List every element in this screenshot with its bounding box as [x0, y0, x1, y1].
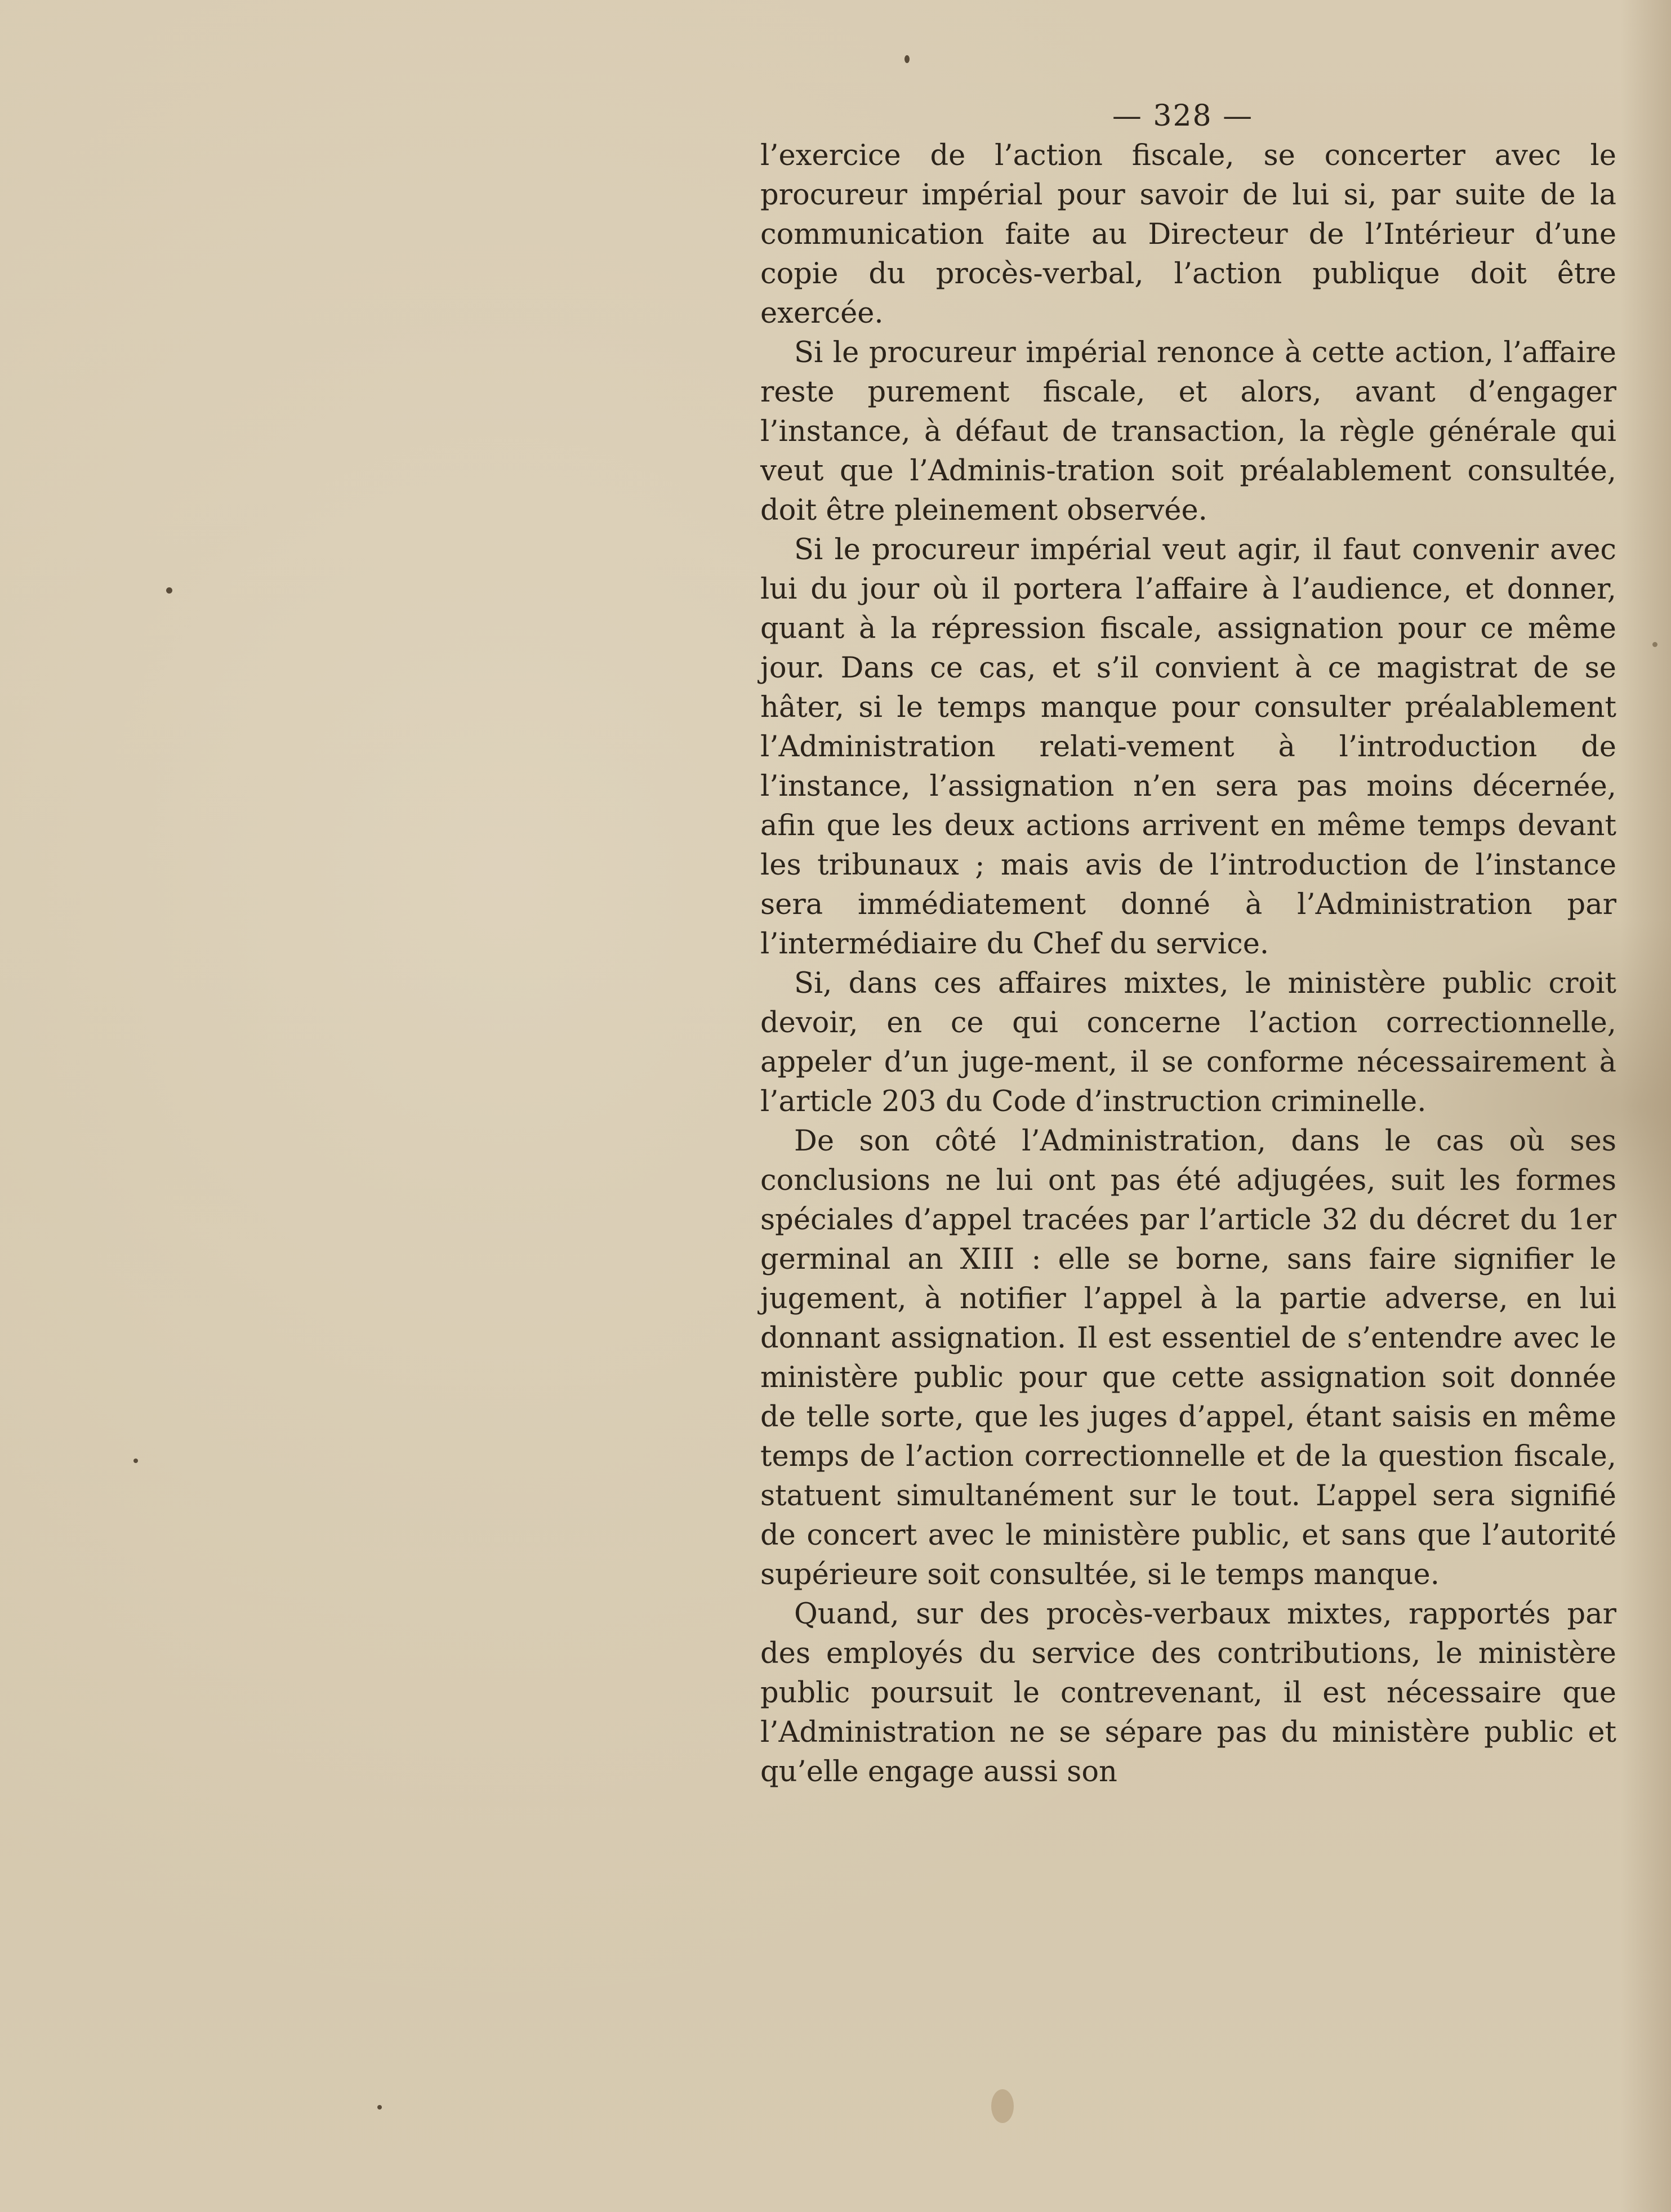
paragraph: Si le procureur impérial renonce à cette action, l’affaire reste purement fiscale, et alors, avant d’engager l’instance, à défaut de transaction, la règle générale qui veut que l’Adminis-tration soit préalablement consultée, doit être pleinement observée. — [760, 336, 1616, 527]
paper-speck — [904, 55, 910, 63]
paper-speck — [166, 587, 172, 594]
paper-speck — [377, 2105, 382, 2110]
paper-speck — [1652, 642, 1657, 647]
paragraph: Si le procureur impérial veut agir, il faut convenir avec lui du jour où il portera l’affaire à l’audience, et donner, quant à la répression fiscale, assignation pour ce même jour. Dans ce cas, et s’il convient à ce magistrat de se hâter, si le temps manque pour consulter préalablement l’Administration relati-vement à l’introduction de l’instance, l’assignation n’en sera pas moins décernée, afin que les deux actions arrivent en même temps devant les tribunaux ; mais avis de l’introduction de l’instance sera immédiatement donné à l’Administration par l’intermédiaire du Chef du service. — [760, 533, 1616, 961]
page-edge-shadow — [1620, 0, 1671, 2212]
paper-speck — [133, 1459, 138, 1463]
paragraph: l’exercice de l’action fiscale, se concerter avec le procureur impérial pour savoir de lui si, par suite de la communication faite au Directeur de l’Intérieur d’une copie du procès-verbal, l’action publique doit être exercée. — [760, 139, 1616, 330]
page-number: — 328 — — [1112, 99, 1254, 133]
paragraph: Quand, sur des procès-verbaux mixtes, rapportés par des employés du service des contributions, le ministère public poursuit le contrevenant, il est nécessaire que l’Administration ne se sépare pas du ministère public et qu’elle engage aussi son — [760, 1598, 1616, 1789]
paper-speck — [991, 2089, 1014, 2123]
page-text — [760, 96, 1616, 1792]
paragraph: Si, dans ces affaires mixtes, le ministère public croit devoir, en ce qui concerne l’action correctionnelle, appeler d’un juge-ment, il se conforme nécessairement à l’article 203 du Code d’instruction criminelle. — [760, 967, 1616, 1118]
paragraph: De son côté l’Administration, dans le cas où ses conclusions ne lui ont pas été adjugées, suit les formes spéciales d’appel tracées par l’article 32 du décret du 1er germinal an XIII : elle se borne, sans faire signifier le jugement, à notifier l’appel à la partie adverse, en lui donnant assignation. Il est essentiel de s’entendre avec le ministère public pour que cette assignation soit donnée de telle sorte, que les juges d’appel, étant saisis en même temps de l’action correctionnelle et de la question fiscale, statuent simultanément sur le tout. L’appel sera signifié de concert avec le ministère public, et sans que l’autorité supérieure soit consultée, si le temps manque. — [760, 1125, 1616, 1591]
